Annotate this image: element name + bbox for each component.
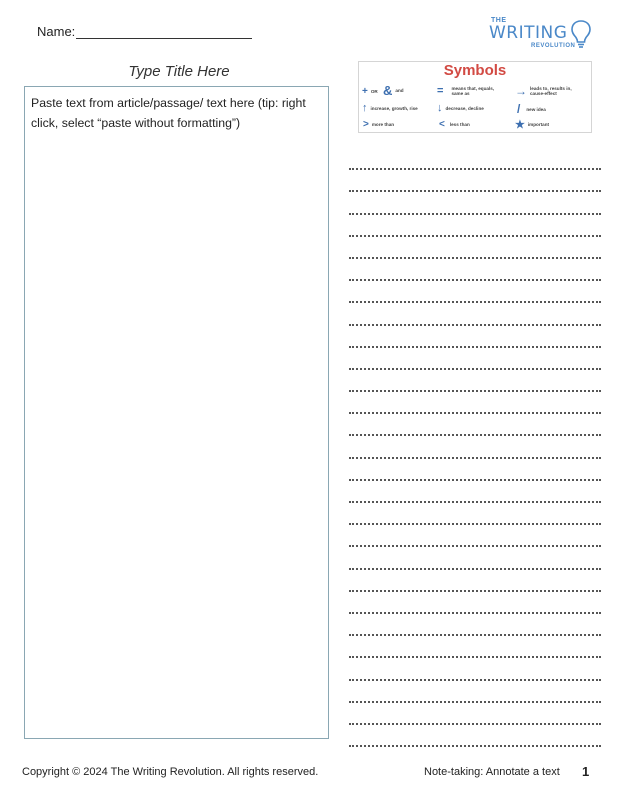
arrow-right-icon: → [515, 84, 527, 98]
page-number: 1 [582, 764, 590, 779]
note-line[interactable] [349, 525, 601, 547]
symbol-label: increase, growth, rise [370, 105, 418, 111]
note-line[interactable] [349, 326, 601, 348]
note-line[interactable] [349, 614, 601, 636]
greater-than-icon: > [363, 119, 369, 130]
slash-icon: / [517, 102, 521, 116]
note-line[interactable] [349, 703, 601, 725]
less-than-icon: < [439, 119, 445, 130]
note-line[interactable] [349, 170, 601, 192]
copyright-footer: Copyright © 2024 The Writing Revolution. All rights reserved. [22, 766, 319, 778]
symbol-label: important [527, 122, 550, 127]
note-line[interactable] [349, 503, 601, 525]
text-box-instructions: Paste text from article/passage/ text here (tip: right click, select “paste without formatting”) [31, 96, 306, 130]
plus-icon: + [362, 86, 368, 97]
note-line[interactable] [349, 725, 601, 747]
symbol-plus-or [362, 86, 378, 97]
symbol-label: decrease, decline [445, 105, 484, 111]
name-label: Name: [37, 24, 76, 39]
note-line[interactable] [349, 259, 601, 281]
symbol-ampersand [383, 83, 404, 98]
document-title[interactable]: Type Title Here [128, 63, 230, 80]
symbol-label: more than [371, 122, 395, 127]
star-icon: ★ [515, 119, 525, 131]
symbol-label: OR [370, 89, 378, 94]
symbol-star [515, 118, 549, 131]
note-line[interactable] [349, 237, 601, 259]
symbol-label: new idea [526, 106, 546, 112]
symbol-arrow-right [515, 84, 591, 98]
writing-revolution-logo [489, 17, 593, 51]
note-line[interactable] [349, 348, 601, 370]
note-line[interactable] [349, 481, 601, 503]
note-line[interactable] [349, 303, 601, 325]
symbol-greater-than [363, 119, 394, 130]
symbol-slash [517, 102, 546, 116]
equals-icon: = [437, 85, 444, 97]
section-footer: Note-taking: Annotate a text [424, 766, 560, 778]
symbols-title: Symbols [443, 62, 507, 79]
note-line[interactable] [349, 547, 601, 569]
note-line[interactable] [349, 681, 601, 703]
name-field[interactable] [37, 24, 252, 39]
note-line[interactable] [349, 414, 601, 436]
note-line[interactable] [349, 281, 601, 303]
logo-line3: REVOLUTION [531, 43, 576, 49]
logo-line1: THE [491, 17, 507, 24]
symbol-less-than [439, 119, 470, 130]
symbol-arrow-up [362, 102, 418, 114]
lightbulb-icon [571, 19, 591, 49]
note-line[interactable] [349, 436, 601, 458]
symbol-equals [437, 85, 515, 97]
note-line[interactable] [349, 570, 601, 592]
note-line[interactable] [349, 370, 601, 392]
note-line[interactable] [349, 592, 601, 614]
note-line[interactable] [349, 215, 601, 237]
note-line[interactable] [349, 459, 601, 481]
symbol-label: leads to, results in, cause-effect [530, 86, 572, 96]
note-line[interactable] [349, 392, 601, 414]
note-line[interactable] [349, 192, 601, 214]
arrow-down-icon: ↓ [437, 102, 443, 114]
note-line[interactable] [349, 658, 601, 680]
symbol-label: means that, equals, same as [451, 86, 495, 96]
symbol-label: less than [449, 122, 470, 127]
note-line[interactable] [349, 148, 601, 170]
symbol-arrow-down [437, 102, 484, 114]
name-underline[interactable] [76, 24, 252, 39]
note-line[interactable] [349, 636, 601, 658]
notes-lines[interactable] [349, 148, 601, 747]
symbols-key [358, 61, 592, 133]
ampersand-icon: & [383, 83, 393, 98]
logo-line2: WRITING [489, 23, 568, 43]
symbol-label: and [395, 88, 404, 93]
arrow-up-icon: ↑ [362, 102, 368, 114]
article-text-box[interactable] [24, 86, 329, 739]
